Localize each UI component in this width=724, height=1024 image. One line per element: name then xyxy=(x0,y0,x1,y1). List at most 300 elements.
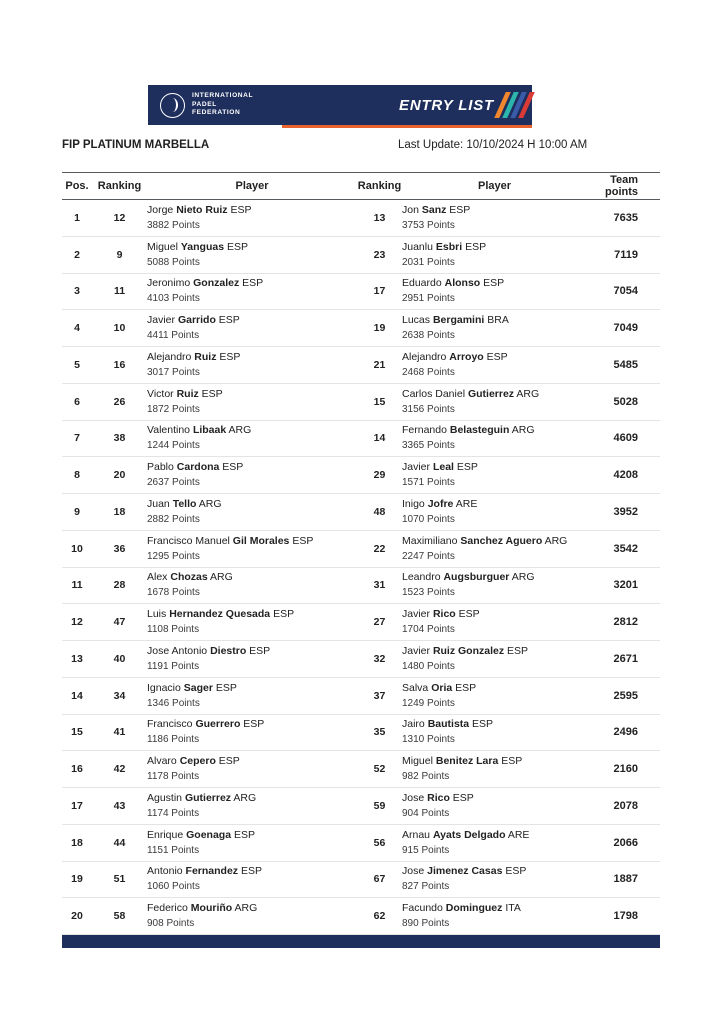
player2-last-name: Gutierrez xyxy=(467,387,515,400)
player1-last-name: Fernandez xyxy=(185,865,239,878)
tournament-title: FIP PLATINUM MARBELLA xyxy=(62,139,210,151)
player1-points: 4103 Points xyxy=(147,293,200,305)
table-row xyxy=(62,604,660,641)
player2-first-name: Arnau xyxy=(402,828,431,841)
player2-last-name: Sanchez Aguero xyxy=(460,534,543,547)
player-cell-2 xyxy=(402,864,587,894)
player1-last-name: Ruiz xyxy=(176,387,199,400)
table-row xyxy=(62,274,660,311)
entry-list-title: ENTRY LIST xyxy=(399,96,494,114)
ranking-value-2: 15 xyxy=(373,395,386,408)
player1-name xyxy=(147,791,357,806)
team-points-value: 7049 xyxy=(613,322,638,335)
player1-first-name: Francisco xyxy=(147,718,193,731)
player1-name xyxy=(147,240,357,255)
player1-country: ESP xyxy=(222,461,244,474)
player2-name xyxy=(402,644,587,659)
player2-name xyxy=(402,901,587,916)
logo-line-1: INTERNATIONAL xyxy=(192,92,254,100)
ranking-value-2: 23 xyxy=(373,248,386,261)
player1-first-name: Luis xyxy=(147,608,167,621)
player1-first-name: Francisco Manuel xyxy=(147,534,230,547)
table-row xyxy=(62,494,660,531)
player2-points: 2638 Points xyxy=(402,330,455,342)
player2-country: ARE xyxy=(507,828,530,841)
player2-last-name: Ayats Delgado xyxy=(432,828,506,841)
ranking-value-1: 26 xyxy=(113,395,126,408)
player1-first-name: Miguel xyxy=(147,240,178,253)
position-value: 20 xyxy=(71,910,83,923)
player2-country: ARG xyxy=(516,387,540,400)
player1-name xyxy=(147,313,357,328)
player-cell-1 xyxy=(147,864,357,894)
position-value: 6 xyxy=(74,395,80,408)
ranking-value-1: 38 xyxy=(113,432,126,445)
player1-country: ESP xyxy=(240,865,262,878)
player2-name xyxy=(402,681,587,696)
ranking-value-2: 62 xyxy=(373,910,386,923)
player-cell-1 xyxy=(147,497,357,527)
player2-country: ESP xyxy=(472,718,494,731)
player-cell-2 xyxy=(402,681,587,711)
player2-country: ARE xyxy=(455,497,478,510)
ranking-value-2: 21 xyxy=(373,358,386,371)
player2-last-name: Benitez Lara xyxy=(435,755,499,768)
logo-line-3: FEDERATION xyxy=(192,109,241,117)
ranking-value-1: 58 xyxy=(113,910,126,923)
position-value: 4 xyxy=(74,322,80,335)
player1-country: ESP xyxy=(218,314,240,327)
player2-name xyxy=(402,791,587,806)
player-cell-2 xyxy=(402,203,587,233)
player1-points: 1872 Points xyxy=(147,403,200,415)
player2-first-name: Inigo xyxy=(402,497,425,510)
player1-points: 4411 Points xyxy=(147,330,200,342)
ranking-value-2: 27 xyxy=(373,616,386,629)
player2-country: ESP xyxy=(456,461,478,474)
player-cell-2 xyxy=(402,460,587,490)
team-points-value: 7119 xyxy=(614,248,638,261)
player2-points: 827 Points xyxy=(402,881,450,893)
header-team-points: Team points xyxy=(605,174,638,198)
player2-points: 3156 Points xyxy=(402,403,455,415)
player2-first-name: Alejandro xyxy=(402,350,447,363)
ranking-value-1: 34 xyxy=(113,689,126,702)
player2-name xyxy=(402,570,587,585)
ranking-value-1: 28 xyxy=(113,579,126,592)
player2-first-name: Miguel xyxy=(402,755,433,768)
player2-country: ESP xyxy=(507,644,529,657)
position-value: 10 xyxy=(71,542,83,555)
player1-last-name: Guerrero xyxy=(195,718,241,731)
player-cell-1 xyxy=(147,607,357,637)
player1-points: 1174 Points xyxy=(147,807,200,819)
position-value: 11 xyxy=(71,579,83,592)
player1-country: ESP xyxy=(233,828,255,841)
player1-name xyxy=(147,497,357,512)
ranking-value-1: 44 xyxy=(113,836,126,849)
player2-last-name: Augsburguer xyxy=(443,571,510,584)
player1-points: 1108 Points xyxy=(147,624,200,636)
player-cell-1 xyxy=(147,791,357,821)
player-cell-1 xyxy=(147,387,357,417)
player1-name xyxy=(147,607,357,622)
ranking-value-2: 32 xyxy=(373,652,386,665)
player2-points: 1523 Points xyxy=(402,587,455,599)
ranking-value-1: 18 xyxy=(113,505,126,518)
player1-last-name: Goenaga xyxy=(186,828,232,841)
player1-first-name: Valentino xyxy=(147,424,191,437)
player1-points: 3017 Points xyxy=(147,366,200,378)
player1-last-name: Ruiz xyxy=(194,350,217,363)
ipf-logo xyxy=(148,92,253,118)
ranking-value-2: 17 xyxy=(373,285,386,298)
player1-last-name: Garrido xyxy=(177,314,216,327)
player2-first-name: Jose xyxy=(402,865,425,878)
table-row xyxy=(62,825,660,862)
ranking-value-1: 47 xyxy=(113,616,126,629)
player2-first-name: Javier xyxy=(402,644,431,657)
player2-name xyxy=(402,717,587,732)
player2-last-name: Rico xyxy=(427,791,450,804)
player2-last-name: Oria xyxy=(431,681,453,694)
ranking-value-1: 42 xyxy=(113,763,126,776)
team-points-value: 2812 xyxy=(613,616,638,629)
player1-country: ESP xyxy=(273,608,295,621)
player1-name xyxy=(147,276,357,291)
player1-name xyxy=(147,423,357,438)
player2-first-name: Facundo xyxy=(402,902,443,915)
player2-last-name: Esbri xyxy=(435,240,463,253)
player1-last-name: Libaak xyxy=(192,424,227,437)
table-row xyxy=(62,678,660,715)
player-cell-2 xyxy=(402,534,587,564)
player1-country: ARG xyxy=(210,571,233,584)
position-value: 18 xyxy=(71,836,83,849)
player1-points: 1244 Points xyxy=(147,440,200,452)
table-row xyxy=(62,641,660,678)
ranking-value-2: 59 xyxy=(373,799,386,812)
player2-first-name: Carlos Daniel xyxy=(402,387,466,400)
ranking-value-1: 40 xyxy=(113,652,126,665)
player-cell-2 xyxy=(402,754,587,784)
player1-first-name: Victor xyxy=(147,387,174,400)
player1-points: 908 Points xyxy=(147,918,195,930)
player-cell-2 xyxy=(402,423,587,453)
team-points-value: 3201 xyxy=(613,579,638,592)
player2-name xyxy=(402,423,587,438)
player-cell-1 xyxy=(147,534,357,564)
team-points-value: 2078 xyxy=(613,799,638,812)
player1-points: 1151 Points xyxy=(147,844,200,856)
ranking-value-1: 16 xyxy=(113,358,126,371)
team-points-value: 7635 xyxy=(613,211,638,224)
table-row xyxy=(62,715,660,752)
player1-first-name: Jorge xyxy=(147,203,174,216)
table-row xyxy=(62,862,660,899)
player2-country: ESP xyxy=(465,240,487,253)
player2-name xyxy=(402,607,587,622)
player1-name xyxy=(147,754,357,769)
player-cell-1 xyxy=(147,901,357,931)
player1-country: ESP xyxy=(292,534,314,547)
table-row xyxy=(62,898,660,935)
player1-last-name: Cardona xyxy=(176,461,220,474)
player-cell-2 xyxy=(402,497,587,527)
player2-last-name: Leal xyxy=(432,461,454,474)
player-cell-1 xyxy=(147,313,357,343)
player1-country: ESP xyxy=(249,644,271,657)
player1-points: 2882 Points xyxy=(147,513,200,525)
player1-name xyxy=(147,828,357,843)
ranking-value-1: 11 xyxy=(113,285,126,298)
ipf-logo-text xyxy=(192,92,253,118)
player1-points: 3882 Points xyxy=(147,219,200,231)
team-points-value: 3952 xyxy=(613,505,638,518)
player1-first-name: Javier xyxy=(147,314,176,327)
player2-points: 1480 Points xyxy=(402,660,455,672)
player2-first-name: Leandro xyxy=(402,571,441,584)
ranking-value-1: 36 xyxy=(113,542,126,555)
player2-country: ITA xyxy=(505,902,521,915)
player1-points: 1060 Points xyxy=(147,881,200,893)
player1-first-name: Juan xyxy=(147,497,170,510)
player2-country: ESP xyxy=(501,755,523,768)
ranking-value-2: 31 xyxy=(373,579,386,592)
player1-name xyxy=(147,203,357,218)
player2-last-name: Belasteguin xyxy=(449,424,510,437)
player-cell-2 xyxy=(402,276,587,306)
team-points-value: 5028 xyxy=(613,395,638,408)
player2-points: 1571 Points xyxy=(402,477,455,489)
player2-points: 915 Points xyxy=(402,844,450,856)
player1-last-name: Cepero xyxy=(179,755,216,768)
player-cell-2 xyxy=(402,607,587,637)
team-points-value: 3542 xyxy=(613,542,638,555)
position-value: 2 xyxy=(74,248,80,261)
table-row xyxy=(62,200,660,237)
header-ranking-2: Ranking xyxy=(357,180,402,192)
team-points-value: 1798 xyxy=(613,910,638,923)
player-cell-1 xyxy=(147,570,357,600)
player2-name xyxy=(402,864,587,879)
player1-points: 5088 Points xyxy=(147,256,200,268)
player1-first-name: Federico xyxy=(147,902,188,915)
player1-first-name: Jeronimo xyxy=(147,277,191,290)
player2-country: ESP xyxy=(455,681,477,694)
table-row xyxy=(62,237,660,274)
entry-table xyxy=(62,172,660,935)
team-points-value: 2066 xyxy=(613,836,638,849)
player2-points: 982 Points xyxy=(402,771,450,783)
player-cell-2 xyxy=(402,644,587,674)
player1-first-name: Agustin xyxy=(147,791,183,804)
header-ranking-1: Ranking xyxy=(97,180,142,192)
player2-country: ESP xyxy=(483,277,505,290)
player2-last-name: Rico xyxy=(432,608,456,621)
ranking-value-1: 43 xyxy=(113,799,126,812)
player1-country: ESP xyxy=(219,350,241,363)
player1-country: ESP xyxy=(201,387,223,400)
ranking-value-2: 56 xyxy=(373,836,386,849)
player2-country: ARG xyxy=(544,534,568,547)
padel-glyph-icon xyxy=(167,98,178,112)
player2-name xyxy=(402,203,587,218)
player1-name xyxy=(147,387,357,402)
player2-last-name: Sanz xyxy=(421,203,447,216)
player1-last-name: Gil Morales xyxy=(232,534,290,547)
player1-country: ARG xyxy=(233,791,257,804)
player-cell-2 xyxy=(402,240,587,270)
player1-last-name: Gonzalez xyxy=(193,277,240,290)
player1-country: ESP xyxy=(218,755,240,768)
ranking-value-2: 29 xyxy=(373,469,386,482)
player2-first-name: Javier xyxy=(402,608,431,621)
player1-last-name: Yanguas xyxy=(180,240,225,253)
player2-name xyxy=(402,350,587,365)
table-row xyxy=(62,457,660,494)
position-value: 8 xyxy=(74,469,80,482)
player1-name xyxy=(147,460,357,475)
table-row xyxy=(62,421,660,458)
player1-last-name: Gutierrez xyxy=(184,791,232,804)
player2-name xyxy=(402,497,587,512)
team-points-value: 2496 xyxy=(613,726,638,739)
player2-first-name: Salva xyxy=(402,681,429,694)
player1-first-name: Alejandro xyxy=(147,350,192,363)
player2-name xyxy=(402,534,587,549)
ranking-value-2: 14 xyxy=(373,432,386,445)
player2-country: ARG xyxy=(511,571,535,584)
position-value: 19 xyxy=(71,873,83,886)
player-cell-2 xyxy=(402,901,587,931)
player1-points: 2637 Points xyxy=(147,477,200,489)
player2-last-name: Bautista xyxy=(427,718,470,731)
player2-points: 3365 Points xyxy=(402,440,455,452)
player-cell-1 xyxy=(147,681,357,711)
team-points-value: 4609 xyxy=(613,432,638,445)
banner-underline xyxy=(282,125,532,128)
table-row xyxy=(62,531,660,568)
player2-country: ARG xyxy=(511,424,535,437)
position-value: 17 xyxy=(71,799,83,812)
player-cell-2 xyxy=(402,791,587,821)
footer-bar xyxy=(62,935,660,948)
player2-country: ESP xyxy=(486,350,508,363)
player1-points: 1191 Points xyxy=(147,660,200,672)
team-points-value: 2595 xyxy=(613,689,638,702)
player-cell-1 xyxy=(147,754,357,784)
player1-points: 1346 Points xyxy=(147,697,200,709)
player-cell-1 xyxy=(147,240,357,270)
player2-points: 2468 Points xyxy=(402,366,455,378)
ranking-value-2: 52 xyxy=(373,763,386,776)
position-value: 3 xyxy=(74,285,80,298)
position-value: 5 xyxy=(74,358,80,371)
ranking-value-2: 13 xyxy=(373,211,386,224)
player1-last-name: Sager xyxy=(183,681,213,694)
entry-table-body xyxy=(62,200,660,935)
player1-first-name: Antonio xyxy=(147,865,183,878)
ranking-value-2: 48 xyxy=(373,505,386,518)
player-cell-2 xyxy=(402,313,587,343)
player-cell-1 xyxy=(147,350,357,380)
ranking-value-2: 67 xyxy=(373,873,386,886)
player2-last-name: Dominguez xyxy=(445,902,503,915)
table-row xyxy=(62,347,660,384)
player1-first-name: Pablo xyxy=(147,461,174,474)
ranking-value-1: 9 xyxy=(116,248,123,261)
player1-country: ESP xyxy=(226,240,248,253)
ranking-value-2: 35 xyxy=(373,726,386,739)
team-points-value: 7054 xyxy=(613,285,638,298)
player2-first-name: Jairo xyxy=(402,718,425,731)
player2-points: 1310 Points xyxy=(402,734,455,746)
player2-points: 1704 Points xyxy=(402,624,455,636)
player2-points: 1070 Points xyxy=(402,513,455,525)
player2-first-name: Juanlu xyxy=(402,240,433,253)
ranking-value-2: 22 xyxy=(373,542,386,555)
player2-name xyxy=(402,754,587,769)
player-cell-2 xyxy=(402,828,587,858)
player-cell-1 xyxy=(147,423,357,453)
player2-points: 890 Points xyxy=(402,918,450,930)
player2-first-name: Eduardo xyxy=(402,277,442,290)
ranking-value-2: 37 xyxy=(373,689,386,702)
header-pos: Pos. xyxy=(65,180,89,192)
player1-last-name: Tello xyxy=(172,497,197,510)
player2-country: BRA xyxy=(487,314,509,327)
player2-first-name: Fernando xyxy=(402,424,447,437)
position-value: 7 xyxy=(74,432,80,445)
player1-country: ARG xyxy=(228,424,252,437)
player1-last-name: Hernandez Quesada xyxy=(169,608,271,621)
position-value: 16 xyxy=(71,763,83,776)
player1-first-name: Jose Antonio xyxy=(147,644,208,657)
player2-name xyxy=(402,240,587,255)
decor-stripes xyxy=(500,92,529,118)
player1-name xyxy=(147,534,357,549)
player-cell-1 xyxy=(147,276,357,306)
player2-points: 904 Points xyxy=(402,807,450,819)
ranking-value-1: 20 xyxy=(113,469,126,482)
player2-name xyxy=(402,387,587,402)
player2-last-name: Alonso xyxy=(444,277,481,290)
player2-name xyxy=(402,460,587,475)
player2-points: 2031 Points xyxy=(402,256,455,268)
player1-country: ARG xyxy=(198,497,222,510)
player2-points: 1249 Points xyxy=(402,697,455,709)
player2-country: ESP xyxy=(449,203,471,216)
table-row xyxy=(62,568,660,605)
ranking-value-1: 41 xyxy=(113,726,126,739)
player-cell-1 xyxy=(147,828,357,858)
player1-name xyxy=(147,570,357,585)
ranking-value-2: 19 xyxy=(373,322,386,335)
player2-last-name: Ruiz Gonzalez xyxy=(432,644,505,657)
player1-name xyxy=(147,681,357,696)
team-points-value: 1887 xyxy=(613,873,638,886)
last-update-text: Last Update: 10/10/2024 H 10:00 AM xyxy=(398,139,588,151)
player1-last-name: Diestro xyxy=(210,644,247,657)
team-points-value: 4208 xyxy=(613,469,638,482)
player1-country: ESP xyxy=(215,681,237,694)
player-cell-2 xyxy=(402,570,587,600)
player1-first-name: Alvaro xyxy=(147,755,177,768)
ipf-logo-icon xyxy=(160,93,185,118)
player1-country: ESP xyxy=(242,277,264,290)
player2-last-name: Bergamini xyxy=(432,314,485,327)
